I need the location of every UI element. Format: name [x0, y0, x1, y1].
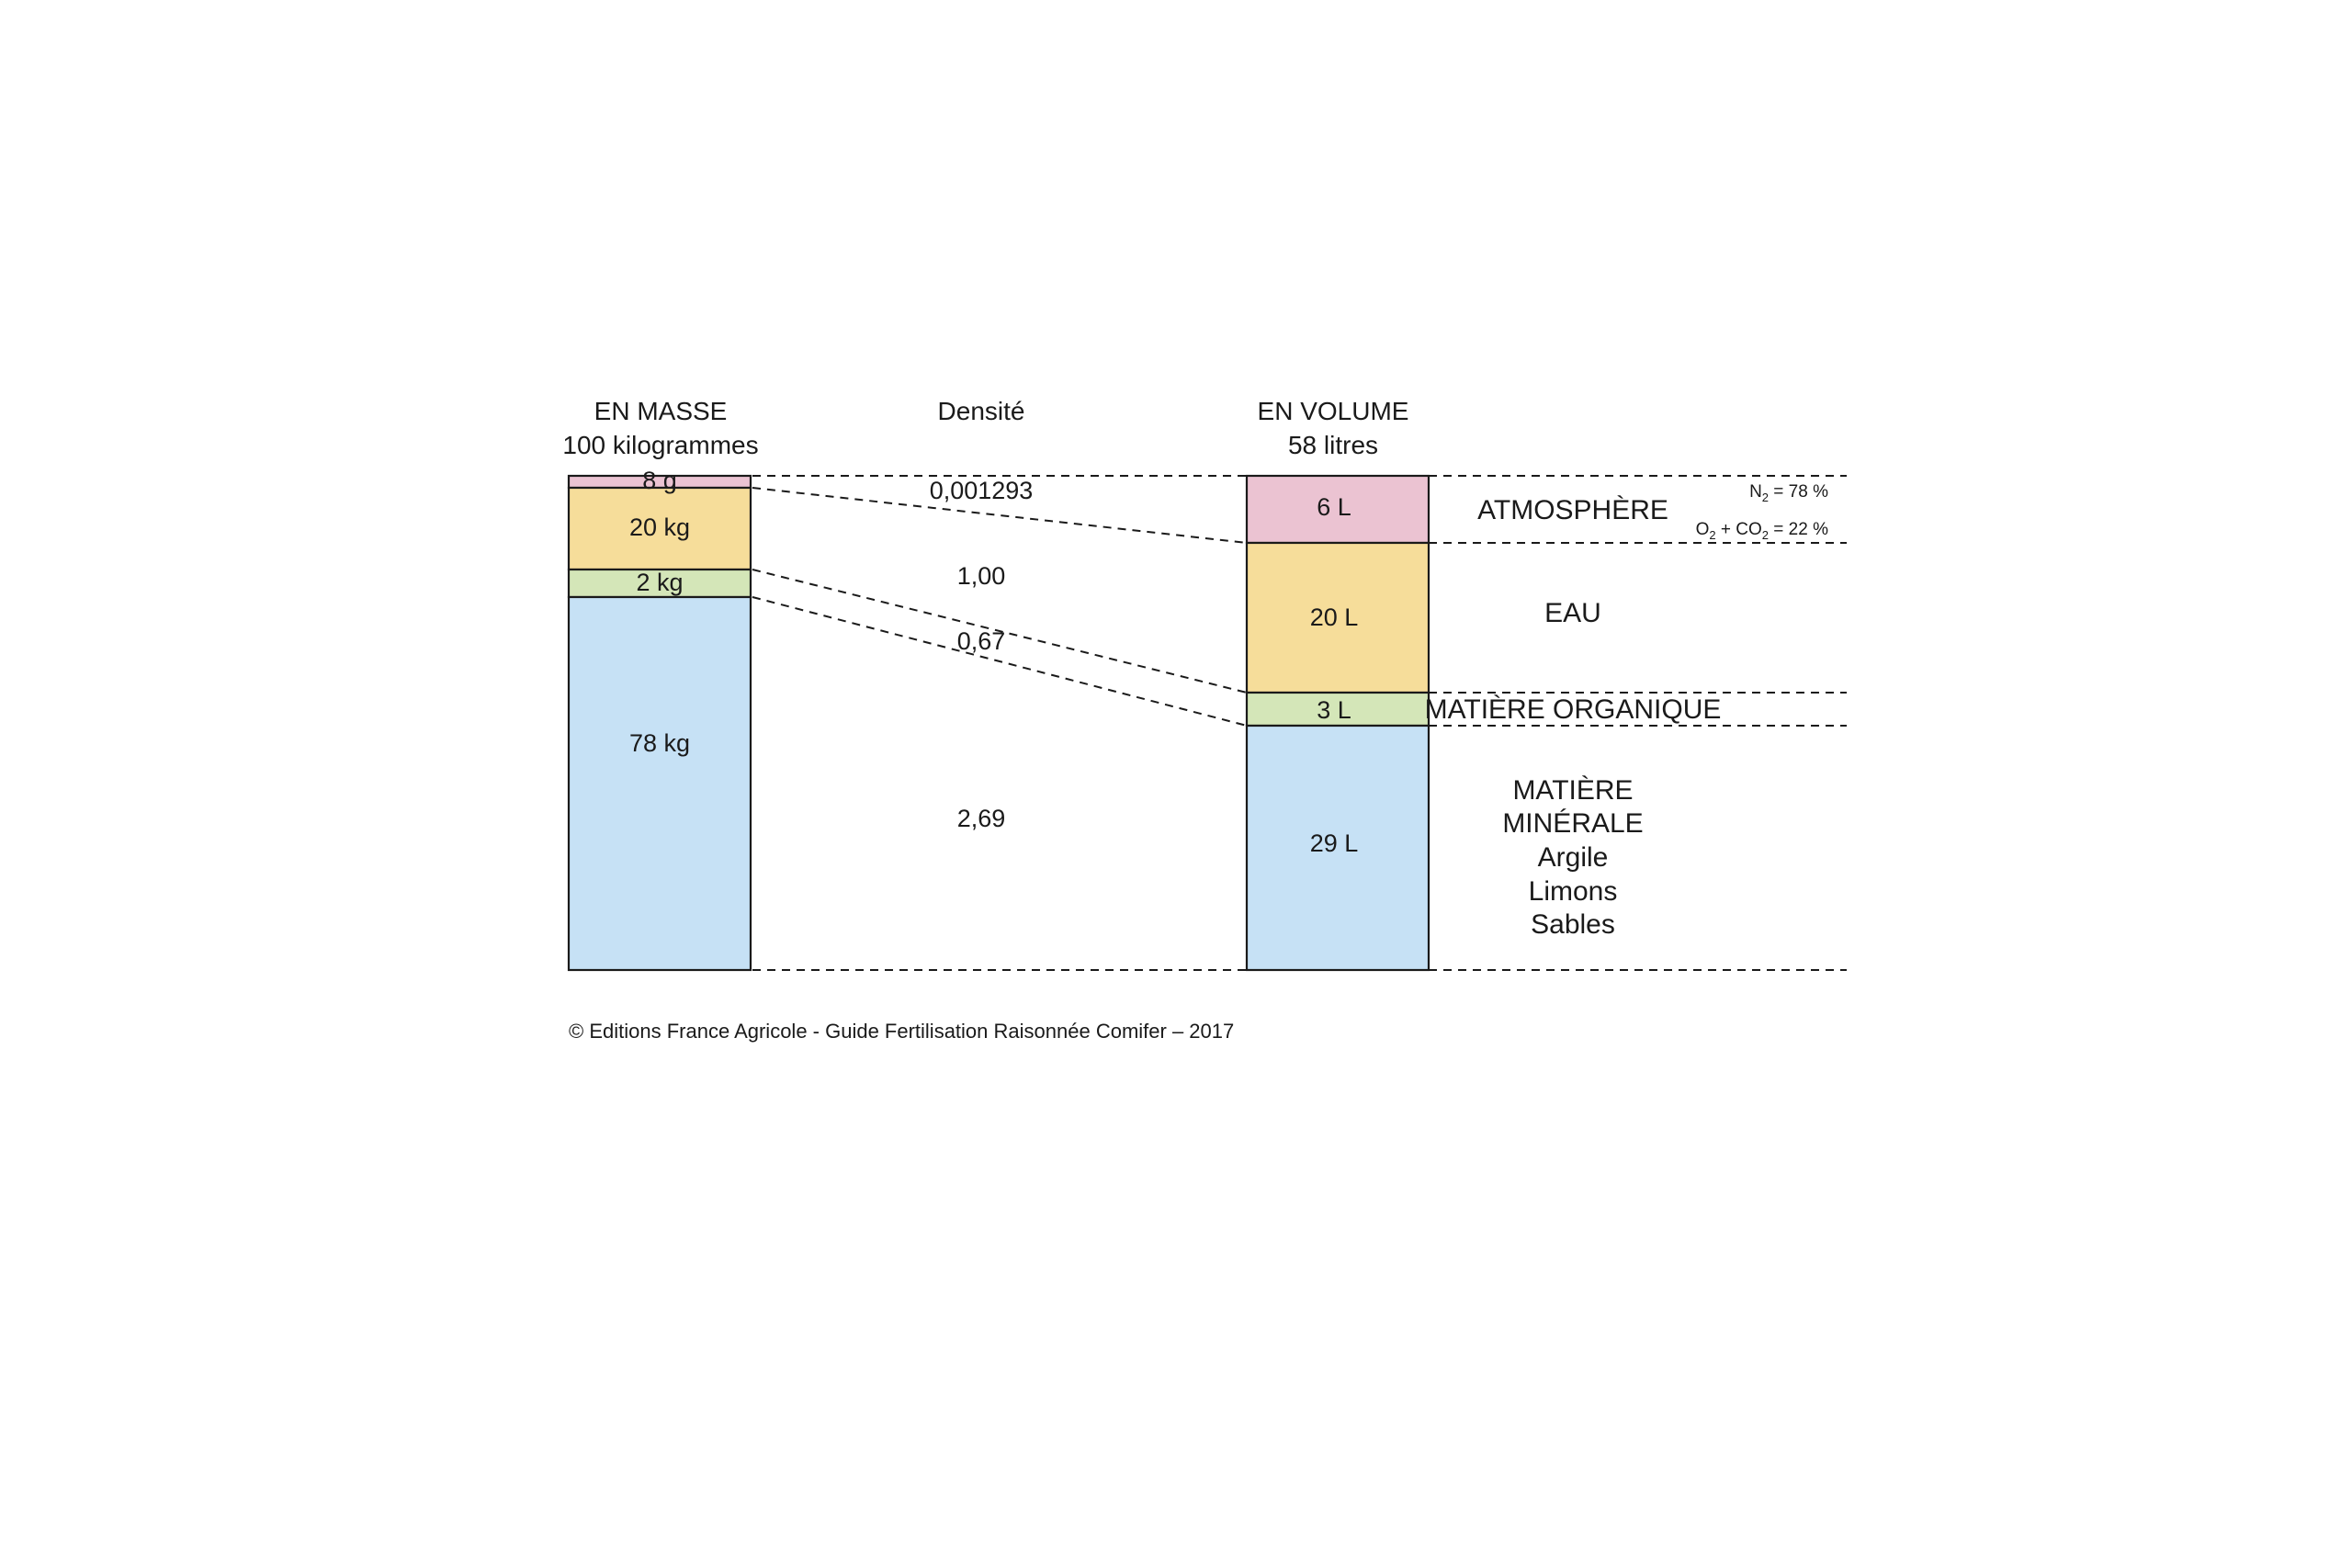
mass-water-label: 20 kg: [628, 513, 691, 541]
mass-mineral-label: 78 kg: [628, 729, 691, 757]
copyright-notice: © Editions France Agricole - Guide Fertilisation Raisonnée Comifer – 2017: [569, 1020, 1235, 1043]
mass-column-title: EN MASSE: [594, 397, 728, 425]
category-argile: Argile: [1537, 842, 1609, 873]
category-atmosphere: ATMOSPHÈRE: [1477, 495, 1668, 525]
volume-column: [1247, 476, 1429, 970]
category-limons: Limons: [1528, 876, 1618, 907]
volume-air-label: 6 L: [1317, 493, 1351, 521]
gas-n2-label: $N_2 = 78$ %: [1749, 482, 1828, 504]
volume-column-title: EN VOLUME: [1257, 397, 1409, 425]
mass-column-subtitle: 100 kilogrammes: [562, 431, 759, 459]
category-sables: Sables: [1531, 909, 1615, 940]
density-mineral: 2,69: [956, 805, 1006, 832]
density-column-title: Densité: [937, 397, 1025, 425]
volume-mineral-label: 29 L: [1309, 829, 1359, 857]
mass-segment-mineral: [569, 597, 751, 970]
gas-o2-co2-label: $O_2 + CO_2 = 22$ %: [1695, 520, 1828, 542]
category-eau: EAU: [1544, 598, 1601, 628]
mass-organic-label: 2 kg: [636, 569, 684, 596]
volume-organic-label: 3 L: [1317, 696, 1351, 724]
category-matiere-organique: MATIÈRE ORGANIQUE: [1424, 694, 1722, 725]
category-matiere-minerale-line2: MINÉRALE: [1502, 808, 1644, 839]
mass-column: [569, 467, 751, 970]
category-matiere-minerale-line1: MATIÈRE: [1512, 775, 1634, 806]
density-water: 1,00: [956, 562, 1006, 590]
density-organic: 0,67: [956, 627, 1006, 655]
density-values: [930, 477, 1034, 832]
density-air: 0,001293: [929, 477, 1034, 504]
volume-column-subtitle: 58 litres: [1287, 431, 1379, 459]
volume-water-label: 20 L: [1309, 604, 1359, 631]
category-labels: [1425, 495, 1722, 940]
mass-air-label: 8 g: [642, 467, 677, 494]
organic-to-mineral-connector: [752, 597, 1247, 726]
